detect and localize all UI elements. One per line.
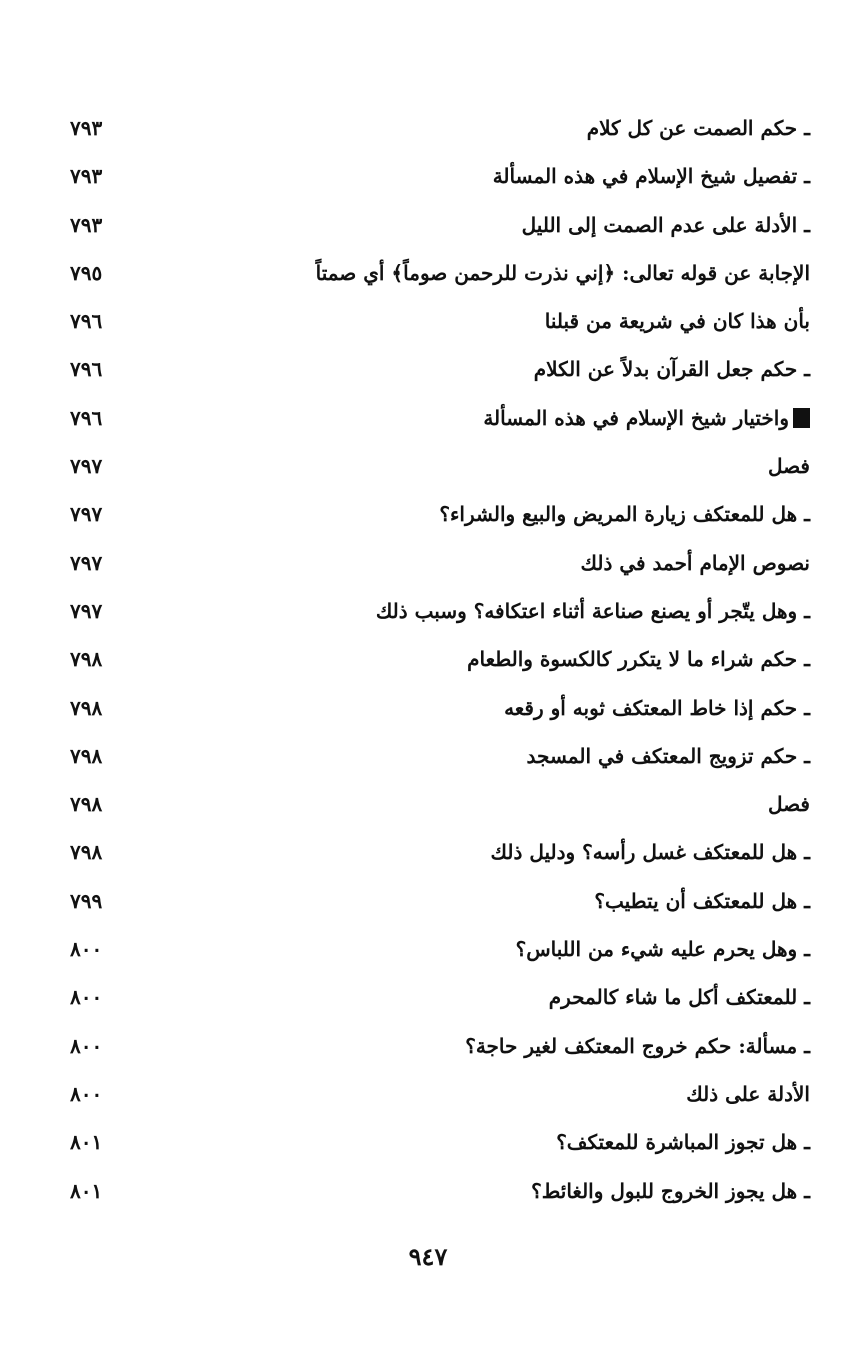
toc-entry: [0, 545, 856, 593]
toc-entry-title: نصوص الإمام أحمد في ذلك: [580, 550, 810, 575]
toc-entry: [0, 207, 856, 255]
toc-entry-title: الأدلة على ذلك: [686, 1081, 810, 1106]
toc-entry-title: ـ تفصيل شيخ الإسلام في هذه المسألة: [492, 164, 810, 189]
toc-entry-page: ٧٩٣: [70, 164, 103, 189]
toc-entry-title: ـ حكم تزويج المعتكف في المسجد: [526, 743, 810, 768]
table-of-contents: [0, 110, 856, 1221]
toc-entry-page: ٧٩٨: [70, 695, 103, 720]
toc-entry-title: ـ هل للمعتكف أن يتطيب؟: [594, 888, 810, 913]
toc-entry: [0, 1028, 856, 1076]
toc-entry: [0, 1173, 856, 1221]
toc-entry: [0, 641, 856, 689]
toc-entry: [0, 1076, 856, 1124]
toc-entry-page: ٨٠٠: [70, 985, 103, 1010]
toc-entry-page: ٧٩٨: [70, 647, 103, 672]
page-number: ٩٤٧: [408, 1242, 448, 1271]
toc-entry-page: ٧٩٦: [70, 309, 103, 334]
toc-entry: [0, 110, 856, 158]
toc-entry-title: ـ هل تجوز المباشرة للمعتكف؟: [556, 1130, 810, 1155]
toc-entry: [0, 979, 856, 1027]
toc-entry-page: ٧٩٦: [70, 405, 103, 430]
square-marker-icon: [793, 408, 810, 428]
toc-entry-page: ٧٩٣: [70, 116, 103, 140]
toc-entry-page: ٨٠١: [70, 1130, 103, 1155]
toc-entry: [0, 834, 856, 882]
toc-entry-page: ٧٩٨: [70, 792, 103, 817]
toc-entry: [0, 448, 856, 496]
toc-entry-page: ٧٩٧: [70, 454, 103, 479]
toc-entry-page: ٧٩٣: [70, 212, 103, 237]
toc-entry-page: ٧٩٧: [70, 502, 103, 527]
toc-entry-page: ٧٩٩: [70, 888, 103, 913]
toc-entry-page: ٨٠٠: [70, 1081, 103, 1106]
toc-entry-title: ـ مسألة: حكم خروج المعتكف لغير حاجة؟: [465, 1033, 810, 1058]
toc-entry-page: ٧٩٥: [70, 260, 103, 285]
toc-entry-title: ـ هل للمعتكف غسل رأسه؟ ودليل ذلك: [490, 840, 810, 865]
toc-entry-page: ٨٠٠: [70, 937, 103, 962]
toc-entry-title: ـ حكم الصمت عن كل كلام: [586, 116, 810, 140]
toc-entry: [0, 786, 856, 834]
toc-entry-page: ٧٩٨: [70, 743, 103, 768]
toc-entry: [0, 255, 856, 303]
toc-entry-page: ٨٠٠: [70, 1033, 103, 1058]
toc-section-heading: فصل: [767, 454, 810, 479]
toc-entry-title: ـ الأدلة على عدم الصمت إلى الليل: [521, 212, 810, 237]
toc-entry-title: ـ حكم جعل القرآن بدلاً عن الكلام: [533, 357, 810, 382]
toc-entry: [0, 158, 856, 206]
toc-entry-title: ـ وهل يتّجر أو يصنع صناعة أثناء اعتكافه؟ وسبب ذلك: [375, 598, 810, 623]
toc-entry: [0, 931, 856, 979]
toc-entry: [0, 1124, 856, 1172]
toc-entry: [0, 593, 856, 641]
toc-entry-title: الإجابة عن قوله تعالى: ﴿إني نذرت للرحمن صوماً﴾ أي صمتاً: [315, 260, 810, 285]
toc-entry-title: ـ وهل يحرم عليه شيء من اللباس؟: [515, 937, 810, 962]
toc-entry-page: ٧٩٧: [70, 598, 103, 623]
toc-entry: [0, 883, 856, 931]
toc-entry: [0, 400, 856, 448]
toc-entry-page: ٧٩٨: [70, 840, 103, 865]
toc-entry-page: ٧٩٦: [70, 357, 103, 382]
toc-entry: [0, 303, 856, 351]
toc-entry-title: ـ حكم إذا خاط المعتكف ثوبه أو رقعه: [504, 695, 810, 720]
toc-entry-title: ـ هل للمعتكف زيارة المريض والبيع والشراء؟: [439, 502, 810, 527]
toc-entry: [0, 738, 856, 786]
toc-entry-page: ٨٠١: [70, 1178, 103, 1203]
toc-entry-title: بأن هذا كان في شريعة من قبلنا: [544, 309, 810, 334]
toc-entry: [0, 690, 856, 738]
toc-entry-title: ـ حكم شراء ما لا يتكرر كالكسوة والطعام: [467, 647, 810, 672]
toc-entry-title: ـ للمعتكف أكل ما شاء كالمحرم: [548, 985, 810, 1010]
toc-entry-title: ـ هل يجوز الخروج للبول والغائط؟: [531, 1178, 810, 1203]
toc-entry: [0, 496, 856, 544]
toc-entry-page: ٧٩٧: [70, 550, 103, 575]
toc-section-heading: فصل: [767, 792, 810, 817]
toc-entry: [0, 351, 856, 399]
toc-entry-with-marker: [483, 406, 810, 430]
toc-entry-title: واختيار شيخ الإسلام في هذه المسألة: [483, 405, 789, 430]
